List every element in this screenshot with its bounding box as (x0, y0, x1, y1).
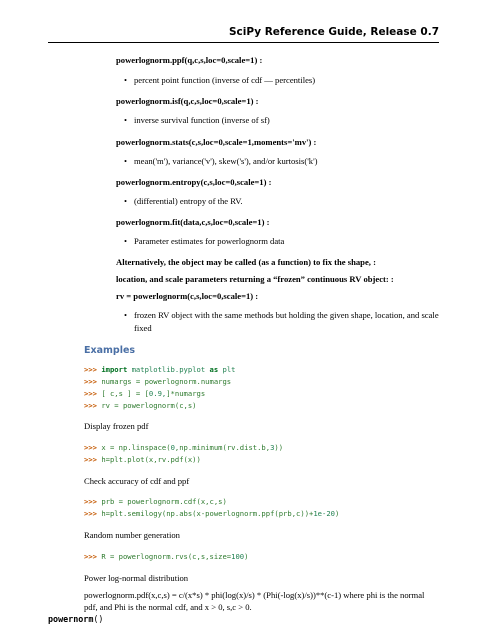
check-accuracy-text: Check accuracy of cdf and ppf (84, 476, 190, 486)
method-ppf-signature: powerlognorm.ppf(q,c,s,loc=0,scale=1) : (116, 55, 263, 65)
header-rule (48, 42, 439, 43)
method-fit-description: • Parameter estimates for powerlognorm data (134, 236, 284, 246)
power-lognormal-text: Power log-normal distribution (84, 573, 189, 583)
code-line-import: >>> import matplotlib.pyplot as plt (84, 365, 236, 374)
frozen-rv-signature: rv = powerlognorm(c,s,loc=0,scale=1) : (116, 291, 259, 301)
method-entropy-description: • (differential) entropy of the RV. (134, 196, 243, 206)
code-line-cdf: >>> prb = powerlognorm.cdf(x,c,s) (84, 497, 227, 506)
code-prompt: >>> (84, 365, 97, 374)
code-line-rv: >>> rv = powerlognorm(c,s) (84, 401, 197, 410)
alternatively-line: Alternatively, the object may be called (as a function) to fix the shape, : (116, 257, 376, 267)
method-isf-signature: powerlognorm.isf(q,c,s,loc=0,scale=1) : (116, 96, 259, 106)
code-line-plot: >>> h=plt.plot(x,rv.pdf(x)) (84, 455, 201, 464)
method-ppf-description: • percent point function (inverse of cdf — percentiles) (134, 75, 315, 85)
powernorm-signature: powernorm() (48, 614, 104, 624)
method-fit-signature: powerlognorm.fit(data,c,s,loc=0,scale=1) : (116, 217, 270, 227)
display-frozen-pdf-text: Display frozen pdf (84, 421, 149, 431)
method-stats-description: • mean('m'), variance('v'), skew('s'), and/or kurtosis('k') (134, 156, 318, 166)
code-line-linspace: >>> x = np.linspace(0,np.minimum(rv.dist.b,3)) (84, 443, 284, 452)
frozen-rv-description: • frozen RV object with the same methods but holding the given shape, location, and scale (134, 310, 439, 320)
code-line-rvs: >>> R = powerlognorm.rvs(c,s,size=100) (84, 552, 249, 561)
method-entropy-signature: powerlognorm.entropy(c,s,loc=0,scale=1) : (116, 177, 272, 187)
page-header: SciPy Reference Guide, Release 0.7 (228, 26, 439, 38)
code-line-numargs: >>> numargs = powerlognorm.numargs (84, 377, 232, 386)
method-stats-signature: powerlognorm.stats(c,s,loc=0,scale=1,moments='mv') : (116, 137, 317, 147)
pdf-formula-text: powerlognorm.pdf(x,c,s) = c/(x*s) * phi(log(x)/s) * (Phi(-log(x)/s))**(c-1) where phi is the normal pdf, and Phi is the normal cdf, and x > 0, s,c > 0. (84, 590, 425, 612)
method-isf-description: • inverse survival function (inverse of sf) (134, 115, 270, 125)
frozen-rv-description-cont: fixed (134, 323, 152, 333)
random-number-text: Random number generation (84, 530, 180, 540)
location-scale-line: location, and scale parameters returning a “frozen” continuous RV object: : (116, 274, 394, 284)
examples-heading: Examples (84, 345, 136, 356)
function-name: powernorm (48, 614, 94, 624)
code-line-semilogy: >>> h=plt.semilogy(np.abs(x-powerlognorm.ppf(prb,c))+1e-20) (84, 509, 340, 518)
code-line-shape-args: >>> [ c,s ] = [0.9,]*numargs (84, 389, 206, 398)
